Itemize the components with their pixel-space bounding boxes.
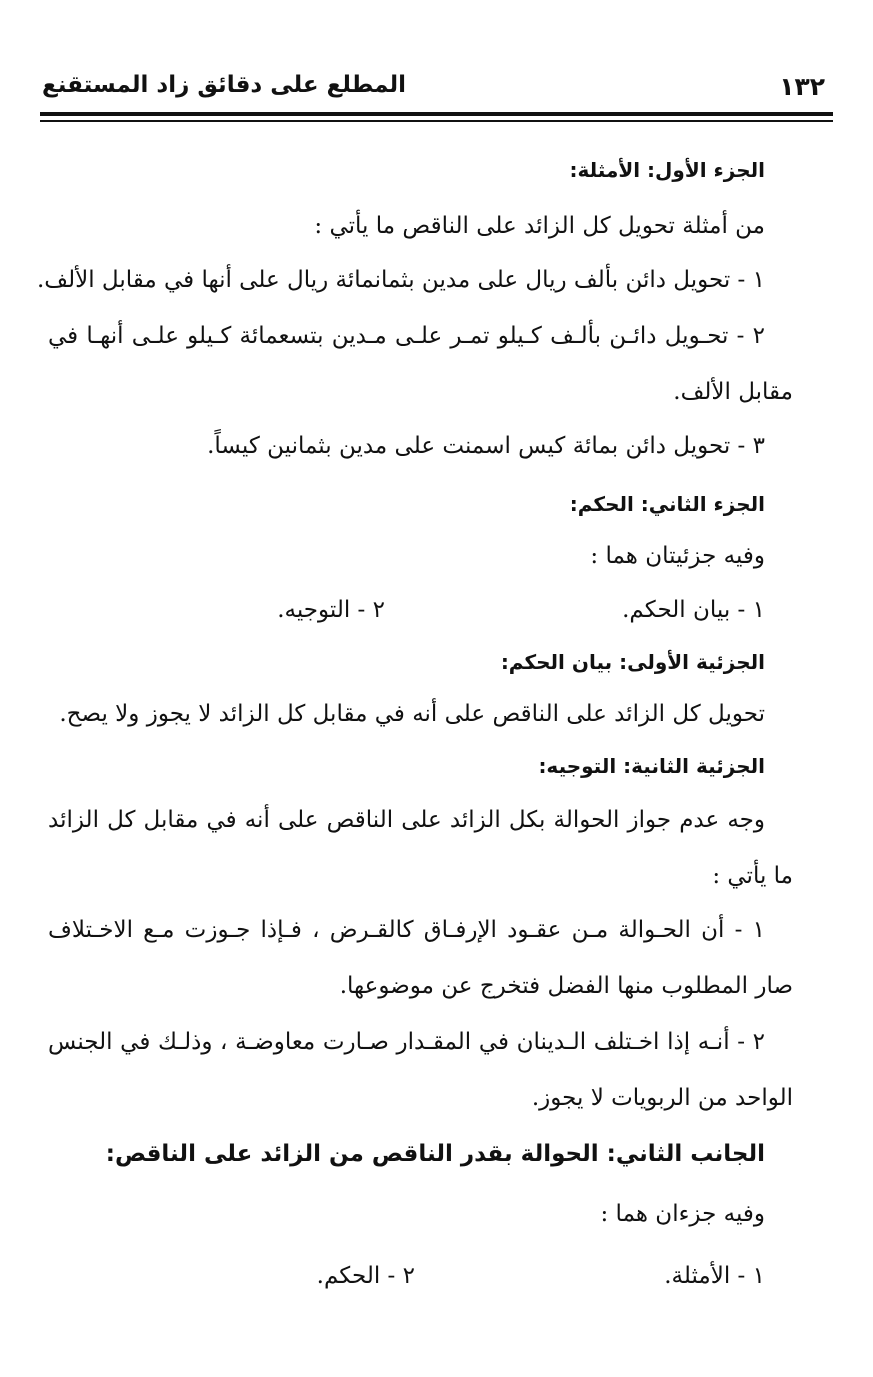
example-3: ٣ - تحويل دائن بمائة كيس اسمنت على مدين بثمانين كيساً.	[207, 433, 765, 459]
side2-heading: الجانب الثاني: الحوالة بقدر الناقص من الزائد على الناقص:	[105, 1141, 765, 1167]
sub2-heading: الجزئية الثانية: التوجيه:	[538, 754, 765, 778]
part1-heading: الجزء الأول: الأمثلة:	[569, 158, 765, 182]
reason-line-1: وجه عدم جواز الحوالة بكل الزائد على الناقص على أنه في مقابل كل الزائد	[48, 807, 765, 833]
parts-list-row	[48, 1256, 765, 1296]
ruling-text: تحويل كل الزائد على الناقص على أنه في مقابل كل الزائد لا يجوز ولا يصح.	[59, 701, 765, 727]
sub-item-2: ٢ - التوجيه.	[277, 597, 385, 623]
sub-item-1: ١ - بيان الحكم.	[622, 597, 765, 623]
running-title: المطلع على دقائق زاد المستقنع	[42, 72, 407, 98]
reason-1-line-1: ١ - أن الحـوالة مـن عقـود الإرفـاق كالقـرض ، فـإذا جـوزت مـع الاخـتلاف	[48, 917, 765, 943]
example-2-line-2: مقابل الألف.	[673, 379, 793, 405]
header-rule-thin	[40, 120, 833, 122]
sub1-heading: الجزئية الأولى: بيان الحكم:	[500, 650, 765, 674]
reason-2-line-2: الواحد من الربويات لا يجوز.	[531, 1085, 793, 1111]
part-item-2: ٢ - الحكم.	[316, 1263, 415, 1289]
parts-intro: وفيه جزءان هما :	[600, 1201, 765, 1227]
example-2-line-1: ٢ - تحـويل دائـن بألـف كـيلو تمـر علـى مـدين بتسعمائة كـيلو علـى أنهـا في	[48, 323, 765, 349]
reason-1-line-2: صار المطلوب منها الفضل فتخرج عن موضوعها.	[339, 973, 793, 999]
example-1: ١ - تحويل دائن بألف ريال على مدين بثمانمائة ريال على أنها في مقابل الألف.	[36, 267, 765, 293]
reason-2-line-1: ٢ - أنـه إذا اخـتلف الـدينان في المقـدار صـارت معاوضـة ، وذلـك في الجنس	[48, 1029, 765, 1055]
part-item-1: ١ - الأمثلة.	[664, 1263, 765, 1289]
sub-intro: وفيه جزئيتان هما :	[590, 543, 765, 569]
part2-heading: الجزء الثاني: الحكم:	[569, 492, 765, 516]
page-number: ١٣٢	[779, 72, 825, 101]
header-rule-thick	[40, 112, 833, 116]
page-header	[40, 68, 833, 108]
reason-line-2: ما يأتي :	[712, 863, 793, 889]
sub-list-row	[48, 590, 765, 630]
intro-paragraph: من أمثلة تحويل كل الزائد على الناقص ما يأتي :	[314, 213, 765, 239]
